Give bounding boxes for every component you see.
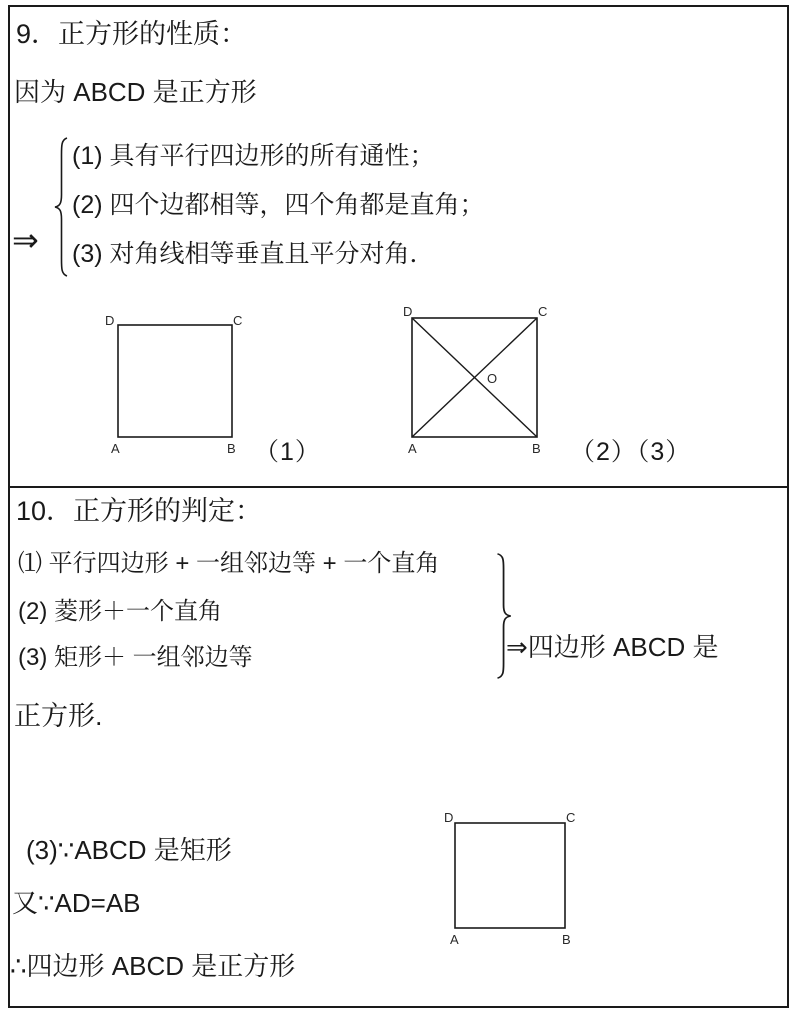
section10-title: 10．正方形的判定： <box>16 496 263 526</box>
vertex-label-b: B <box>227 441 236 456</box>
figure-square-plain <box>98 302 258 462</box>
figure1-caption: （1） <box>254 438 321 466</box>
vertex-label-b: B <box>532 441 541 456</box>
property-item-1: (1) 具有平行四边形的所有通性； <box>72 142 435 170</box>
vertex-label-c: C <box>233 313 243 328</box>
figure-square-diagonals <box>400 295 565 460</box>
property-item-3: (3) 对角线相等垂直且平分对角． <box>72 240 435 268</box>
vertex-label-d: D <box>105 313 115 328</box>
criterion-item-3: (3) 矩形＋ 一组邻边等 <box>18 644 253 671</box>
vertex-label-d: D <box>444 810 454 825</box>
proof-line-3: ∴四边形 ABCD 是正方形 <box>10 951 296 981</box>
square-diagonals-diagram-icon <box>400 295 565 460</box>
conclusion-arrow-text: ⇒四边形 ABCD 是 <box>506 632 719 662</box>
vertex-label-d: D <box>403 304 413 319</box>
left-brace-icon <box>52 136 72 278</box>
vertex-label-b: B <box>562 932 571 947</box>
proof-line-2: 又∵AD=AB <box>12 888 141 918</box>
square-proof-diagram-icon <box>440 805 585 945</box>
section9-title: 9．正方形的性质： <box>16 19 248 49</box>
conclusion-continuation: 正方形. <box>14 701 103 731</box>
vertex-label-a: A <box>111 441 120 456</box>
proof-line-1: (3)∵ABCD 是矩形 <box>26 835 232 865</box>
vertex-label-a: A <box>450 932 459 947</box>
criterion-item-1: ⑴ 平行四边形 + 一组邻边等 + 一个直角 <box>18 550 440 577</box>
vertex-label-c: C <box>538 304 548 319</box>
figure-square-proof <box>440 805 585 945</box>
criterion-item-2: (2) 菱形＋一个直角 <box>18 598 222 625</box>
vertex-label-c: C <box>566 810 576 825</box>
implies-arrow-icon: ⇒ <box>12 222 39 258</box>
section9-premise: 因为 ABCD 是正方形 <box>14 77 257 107</box>
section-divider-line <box>8 486 789 488</box>
figure2-caption: （2）（3） <box>570 438 692 466</box>
vertex-label-a: A <box>408 441 417 456</box>
center-label-o: O <box>487 371 498 386</box>
property-item-2: (2) 四个边都相等，四个角都是直角； <box>72 191 485 219</box>
